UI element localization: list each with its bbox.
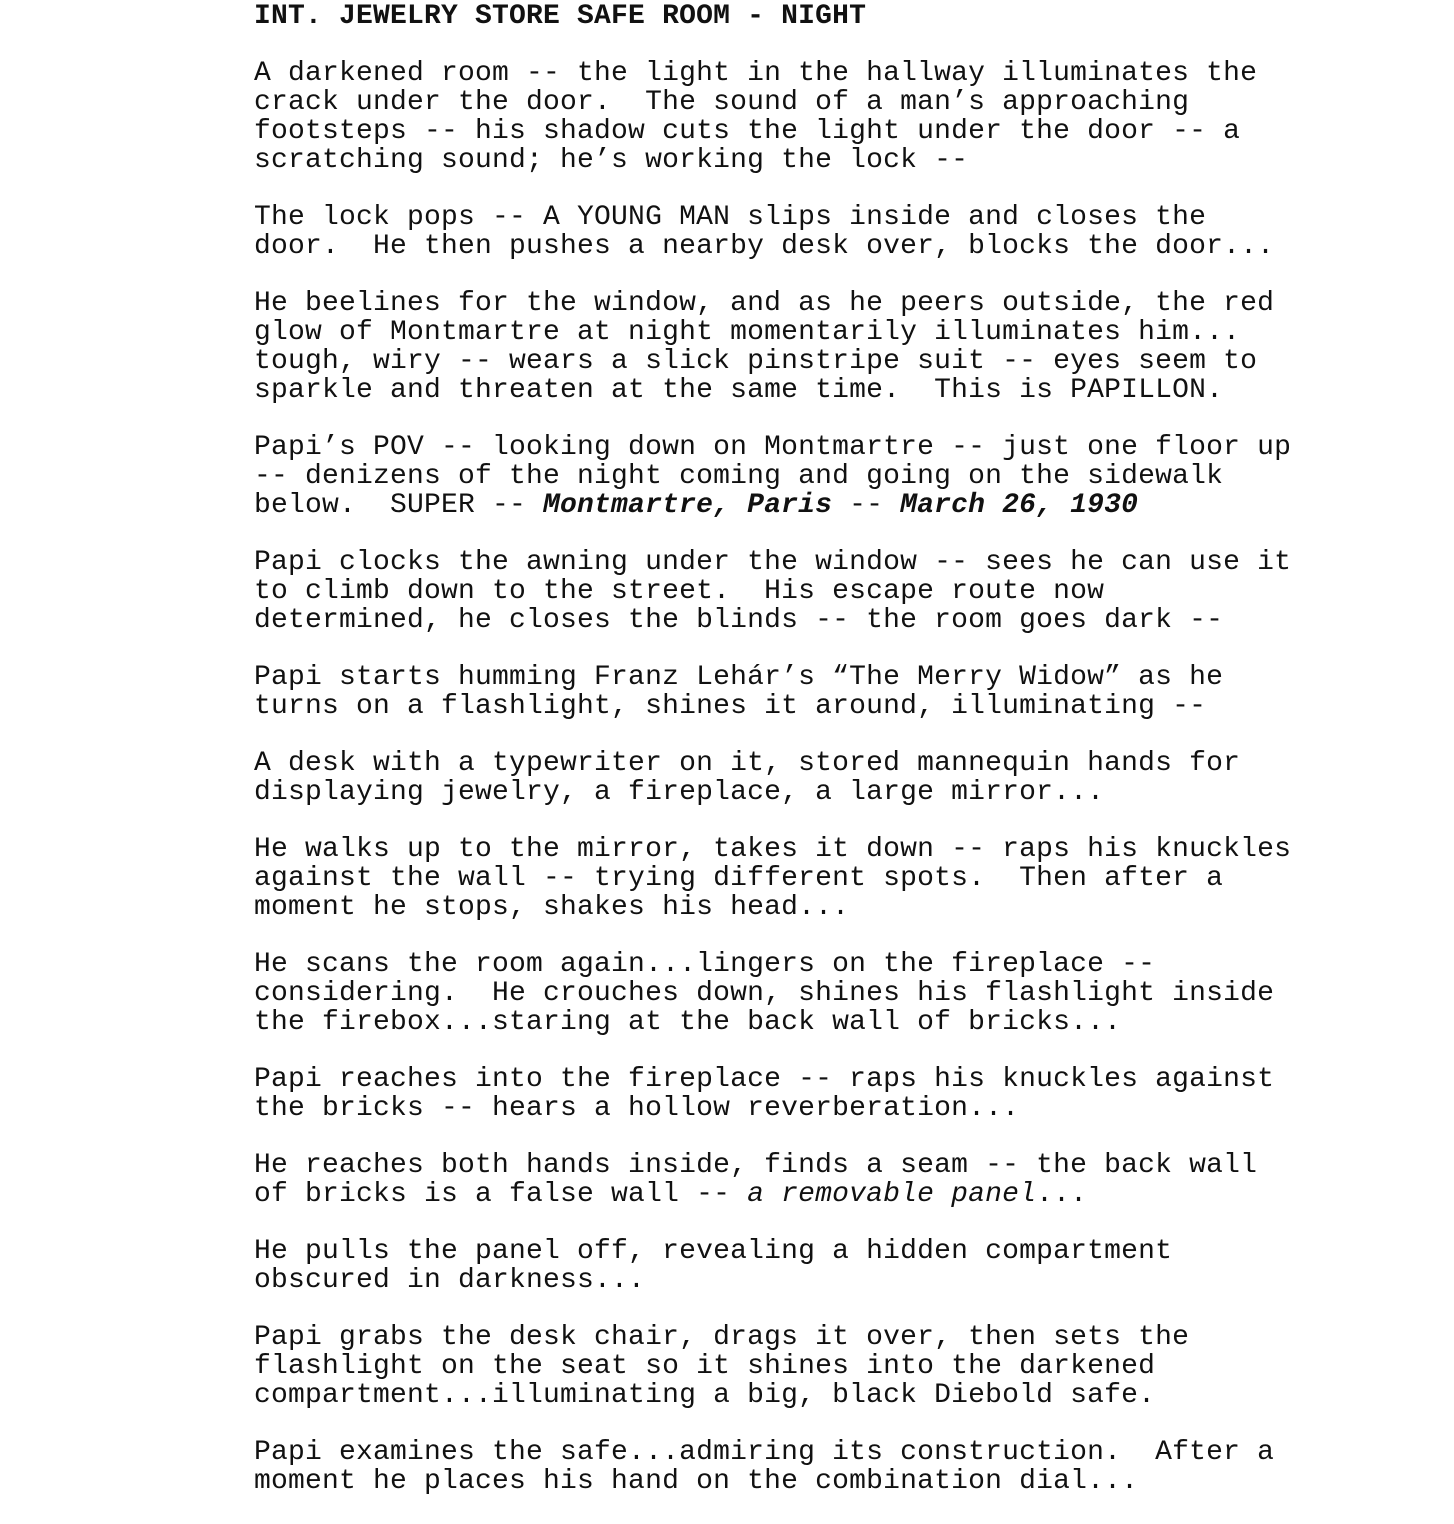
action-line: tough, wiry -- wears a slick pinstripe suit -- eyes seem to xyxy=(254,346,1258,377)
action-line: compartment...illuminating a big, black Diebold safe. xyxy=(254,1380,1156,1411)
action-line: Papi reaches into the fireplace -- raps his knuckles against xyxy=(254,1064,1275,1095)
action-block-14 xyxy=(254,1438,1444,1496)
action-line: flashlight on the seat so it shines into the darkened xyxy=(254,1351,1156,1382)
panel-line xyxy=(254,1180,1444,1209)
action-line: turns on a flashlight, shines it around, illuminating -- xyxy=(254,691,1207,722)
action-block-1 xyxy=(254,59,1444,175)
panel-emphasis: a removable panel xyxy=(747,1179,1037,1210)
action-line: the firebox...staring at the back wall of bricks... xyxy=(254,1007,1122,1038)
action-line: Papi clocks the awning under the window -- sees he can use it xyxy=(254,547,1292,578)
action-block-2 xyxy=(254,203,1444,261)
action-block-10 xyxy=(254,1065,1444,1123)
action-line: sparkle and threaten at the same time. This is PAPILLON. xyxy=(254,375,1224,406)
action-block-13 xyxy=(254,1323,1444,1410)
action-line: A desk with a typewriter on it, stored mannequin hands for xyxy=(254,748,1241,779)
action-line: determined, he closes the blinds -- the room goes dark -- xyxy=(254,605,1224,636)
action-line: glow of Montmartre at night momentarily illuminates him... xyxy=(254,317,1241,348)
action-line: Papi grabs the desk chair, drags it over, then sets the xyxy=(254,1322,1190,1353)
action-line: the bricks -- hears a hollow reverberation... xyxy=(254,1093,1020,1124)
scene-heading: INT. JEWELRY STORE SAFE ROOM - NIGHT xyxy=(254,1,867,32)
action-line: displaying jewelry, a fireplace, a large mirror... xyxy=(254,777,1105,808)
action-line: He pulls the panel off, revealing a hidden compartment xyxy=(254,1236,1173,1267)
action-line: Papi examines the safe...admiring its construction. After a xyxy=(254,1437,1275,1468)
action-line: He walks up to the mirror, takes it down -- raps his knuckles xyxy=(254,834,1292,865)
action-block-11 xyxy=(254,1151,1444,1209)
action-line: footsteps -- his shadow cuts the light under the door -- a xyxy=(254,116,1241,147)
action-block-6 xyxy=(254,663,1444,721)
super-place: Montmartre, Paris xyxy=(543,490,833,521)
action-line: moment he places his hand on the combination dial... xyxy=(254,1466,1139,1497)
action-line: to climb down to the street. His escape route now xyxy=(254,576,1105,607)
action-line: moment he stops, shakes his head... xyxy=(254,892,850,923)
super-date: March 26, 1930 xyxy=(900,490,1139,521)
super-lead: below. SUPER -- xyxy=(254,490,544,521)
action-line: Papi’s POV -- looking down on Montmartre -- just one floor up xyxy=(254,432,1292,463)
action-block-8 xyxy=(254,835,1444,922)
action-block-3 xyxy=(254,289,1444,405)
action-line: -- denizens of the night coming and going on the sidewalk xyxy=(254,461,1224,492)
action-block-7 xyxy=(254,749,1444,807)
action-block-12 xyxy=(254,1237,1444,1295)
panel-trail: ... xyxy=(1036,1179,1088,1210)
action-block-9 xyxy=(254,950,1444,1037)
action-line: scratching sound; he’s working the lock -- xyxy=(254,145,969,176)
action-block-4 xyxy=(254,433,1444,520)
action-line: A darkened room -- the light in the hallway illuminates the xyxy=(254,58,1258,89)
action-line: The lock pops -- A YOUNG MAN slips inside and closes the xyxy=(254,202,1207,233)
action-line: He scans the room again...lingers on the fireplace -- xyxy=(254,949,1156,980)
action-line: against the wall -- trying different spots. Then after a xyxy=(254,863,1224,894)
action-line: He reaches both hands inside, finds a seam -- the back wall xyxy=(254,1150,1258,1181)
action-block-5 xyxy=(254,548,1444,635)
action-line: door. He then pushes a nearby desk over, blocks the door... xyxy=(254,231,1275,262)
action-line: obscured in darkness... xyxy=(254,1265,646,1296)
action-line: Papi starts humming Franz Lehár’s “The Merry Widow” as he xyxy=(254,662,1224,693)
panel-lead: of bricks is a false wall -- xyxy=(254,1179,748,1210)
super-separator: -- xyxy=(832,490,901,521)
action-line: crack under the door. The sound of a man’s approaching xyxy=(254,87,1190,118)
action-line: considering. He crouches down, shines his flashlight inside xyxy=(254,978,1275,1009)
script-body xyxy=(254,2,1444,1524)
super-line xyxy=(254,491,1444,520)
action-line: He beelines for the window, and as he peers outside, the red xyxy=(254,288,1275,319)
